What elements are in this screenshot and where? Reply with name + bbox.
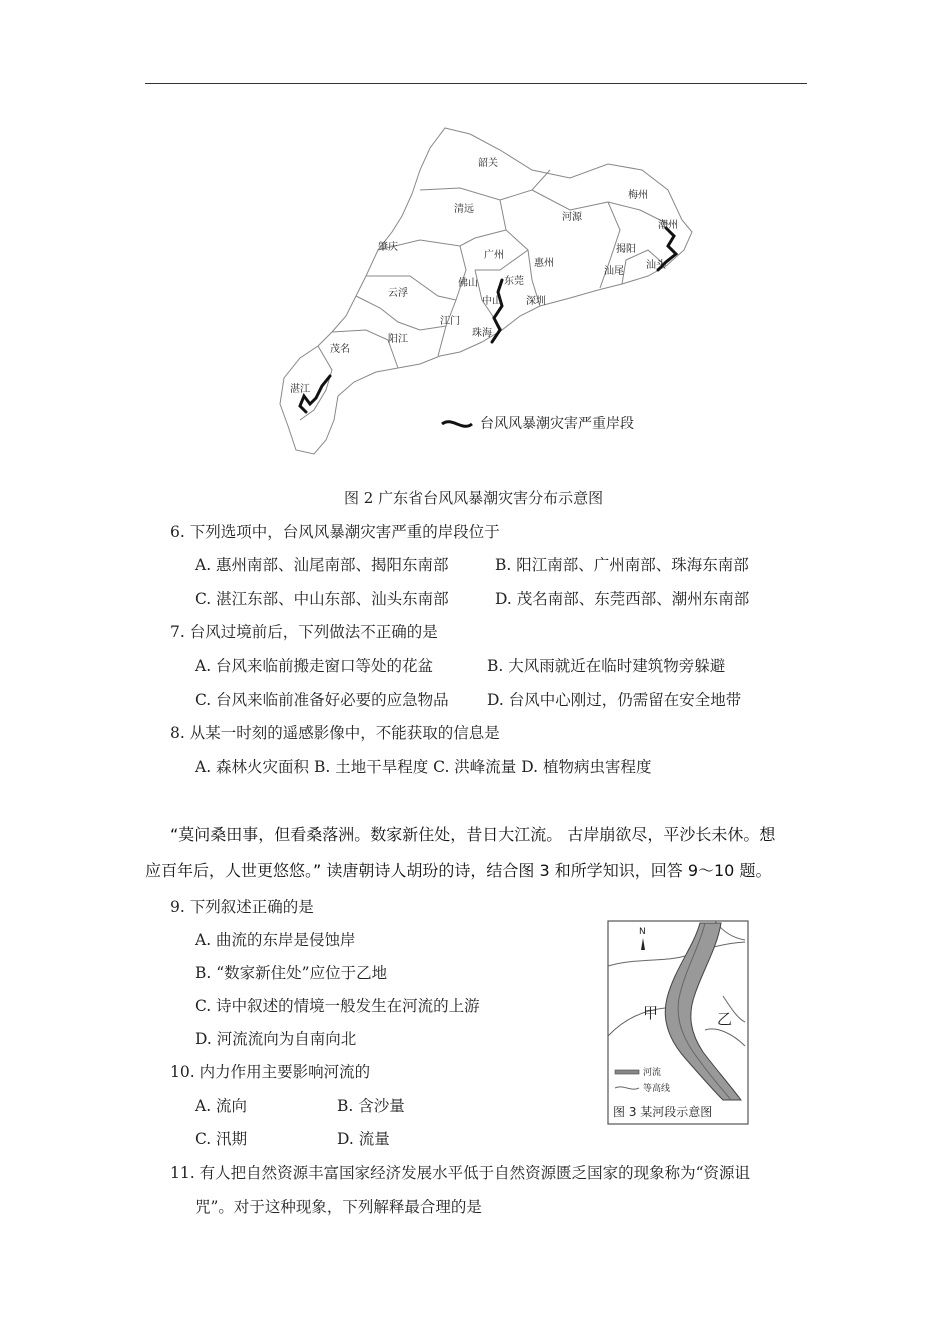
severe-coast-prd [492,280,502,342]
north-label: N [639,927,646,937]
question-10-option-a: A. 流向 [195,1097,248,1115]
question-7-option-d: D. 台风中心刚过，仍需留在安全地带 [487,691,742,709]
map-legend-label: 台风风暴潮灾害严重岸段 [480,416,634,432]
question-8-options: A. 森林火灾面积 B. 土地干旱程度 C. 洪峰流量 D. 植物病虫害程度 [195,758,652,776]
question-8-stem: 8. 从某一时刻的遥感影像中，不能获取的信息是 [170,724,500,742]
legend-river-swatch [615,1070,639,1074]
city-label: 汕尾 [604,266,624,277]
question-9-option-c: C. 诗中叙述的情境一般发生在河流的上游 [195,997,480,1015]
city-label: 茂名 [330,344,350,355]
city-label: 佛山 [458,278,478,289]
city-label: 深圳 [526,296,546,307]
city-label: 江门 [440,316,460,327]
question-6-option-b: B. 阳江南部、广州南部、珠海东南部 [495,556,749,574]
guangdong-map [270,120,710,460]
city-label: 东莞 [504,276,524,287]
question-7-option-c: C. 台风来临前准备好必要的应急物品 [195,691,449,709]
label-jia: 甲 [643,1004,659,1022]
question-6-option-a: A. 惠州南部、汕尾南部、揭阳东南部 [195,556,449,574]
city-label: 珠海 [472,328,492,339]
question-10-option-d: D. 流量 [337,1130,390,1148]
question-6-option-d: D. 茂名南部、东莞西部、潮州东南部 [495,590,750,608]
question-11-line-1: 11. 有人把自然资源丰富国家经济发展水平低于自然资源匮乏国家的现象称为“资源诅 [170,1164,751,1182]
question-9-stem: 9. 下列叙述正确的是 [170,898,314,916]
city-label: 汕头 [646,260,666,271]
label-yi: 乙 [717,1010,733,1028]
question-10-option-c: C. 汛期 [195,1130,248,1148]
province-outline [280,128,692,454]
city-label: 揭阳 [616,244,636,255]
question-9-option-d: D. 河流流向为自南向北 [195,1030,357,1048]
header-rule [145,83,807,84]
legend-line-icon [442,422,472,427]
question-10-stem: 10. 内力作用主要影响河流的 [170,1063,371,1081]
city-label: 清远 [454,204,474,215]
question-6-option-c: C. 湛江东部、中山东部、汕头东南部 [195,590,449,608]
city-label: 广州 [484,250,504,261]
city-label: 河源 [562,212,582,223]
question-9-option-a: A. 曲流的东岸是侵蚀岸 [195,931,356,949]
figure2-caption: 图 2 广东省台风风暴潮灾害分布示意图 [344,489,604,507]
figure3-caption: 图 3 某河段示意图 [613,1105,713,1119]
city-label: 阳江 [388,334,408,345]
question-6-stem: 6. 下列选项中，台风风暴潮灾害严重的岸段位于 [170,523,500,541]
city-label: 中山 [482,296,502,307]
question-10-option-b: B. 含沙量 [337,1097,405,1115]
question-7-stem: 7. 台风过境前后，下列做法不正确的是 [170,623,438,641]
question-7-option-b: B. 大风雨就近在临时建筑物旁躲避 [487,657,726,675]
city-label: 惠州 [534,258,554,269]
question-7-option-a: A. 台风来临前搬走窗口等处的花盆 [195,657,434,675]
city-label: 云浮 [388,288,408,299]
city-label: 梅州 [628,190,648,201]
question-11-line-2: 咒”。对于这种现象，下列解释最合理的是 [195,1198,482,1216]
city-label: 湛江 [290,384,310,395]
legend-river-label: 河流 [643,1068,662,1078]
poem-line-2: 应百年后，人世更悠悠。” 读唐朝诗人胡玢的诗，结合图 3 和所学知识，回答 9～10 题。 [145,861,772,880]
legend-contour-label: 等高线 [643,1084,671,1094]
poem-line-1: “莫问桑田事，但看桑落洲。数家新住处，昔日大江流。 古岸崩欲尽，平沙长未休。想 [170,825,776,844]
city-label: 潮州 [658,220,678,231]
city-label: 肇庆 [378,242,398,253]
river-section-figure [605,918,753,1130]
question-9-option-b: B. “数家新住处”应位于乙地 [195,964,388,982]
city-label: 韶关 [478,158,498,169]
